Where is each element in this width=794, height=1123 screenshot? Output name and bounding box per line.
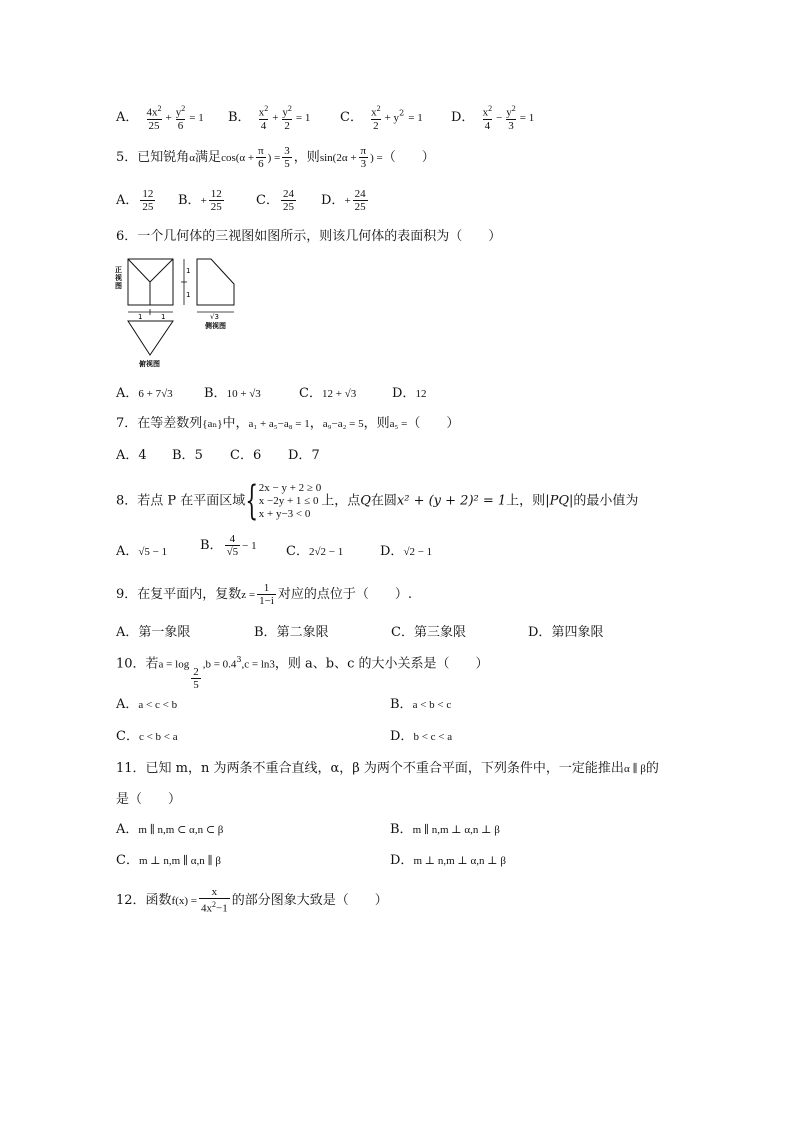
q10-option-b	[390, 698, 451, 711]
inequality: x −2y + 1 ≤ 0	[258, 494, 319, 507]
fraction: $\frac{x}{4x^2-1}$	[201, 886, 228, 915]
numerator: y	[506, 106, 512, 119]
numerator: π	[258, 145, 264, 157]
numerator: 4	[229, 533, 236, 545]
option-label: B．	[204, 386, 227, 401]
numerator: 3	[284, 145, 290, 157]
q7-option-c	[230, 449, 261, 462]
option-label: A．	[116, 386, 139, 401]
alpha: α	[189, 152, 196, 164]
option-value: 第一象限	[138, 625, 191, 640]
q4-option-d: D． $\frac{x^2}{4}$ − $\frac{y^2}{3}$ = 1	[451, 104, 535, 132]
option-label: D．	[390, 729, 414, 744]
circle-equation: x² + (y + 2)² = 1	[396, 493, 507, 509]
q6-option-b	[204, 387, 261, 400]
option-label: D．	[321, 193, 345, 208]
q9-stem	[116, 582, 412, 607]
cos-expr: cos(α +	[221, 152, 255, 164]
numerator: 1	[263, 582, 270, 594]
option-label: D．	[390, 853, 414, 868]
fraction	[281, 188, 296, 213]
dim-label: 1	[186, 291, 191, 299]
option-value: m ∥ n,m ⊥ α,n ⊥ β	[412, 824, 500, 836]
q7-stem	[116, 417, 459, 430]
q8-option-a	[116, 545, 167, 558]
option-label: C．	[299, 386, 322, 401]
top-view-label: 俯视图	[139, 360, 160, 368]
option-value: b < c < a	[413, 731, 453, 743]
stem-text: ，则	[363, 416, 390, 431]
q11-option-d	[390, 854, 506, 867]
condition: a₁ + a₅−a₈ = 1	[248, 418, 310, 430]
fraction: $\frac{y^2}{2}$	[282, 104, 292, 132]
q5-stem	[116, 145, 435, 170]
option-label: C．	[391, 625, 414, 640]
option-label: B．	[178, 193, 201, 208]
q6-option-a	[116, 387, 173, 400]
stem-text: 的部分图象大致是（ ）	[231, 892, 388, 908]
denominator: 3	[508, 119, 514, 132]
b-expr: ,b = 0.4	[202, 658, 237, 671]
option-label: C．	[116, 729, 139, 744]
stem-text: 12．函数	[116, 892, 172, 908]
option-label: B．	[390, 822, 413, 837]
denominator: 5	[193, 679, 199, 692]
stem-text: 10．若	[116, 656, 159, 672]
option-label: B．	[390, 697, 413, 712]
inequality-system	[259, 482, 321, 521]
option-label: A．	[116, 109, 139, 125]
denominator: 2	[373, 119, 379, 132]
numerator: 4x	[146, 106, 158, 119]
stem-text: 在圆	[370, 493, 397, 509]
fraction	[225, 533, 241, 558]
stem-text: 上，点	[321, 493, 361, 509]
side-view-shape	[197, 259, 234, 305]
denominator: 2	[284, 119, 290, 132]
q6-option-c	[299, 387, 356, 400]
numerator: 24	[354, 188, 366, 200]
stem-text: 8．若点 P 在平面区域	[116, 493, 246, 509]
denominator: 4	[484, 119, 491, 132]
numerator: x	[482, 106, 489, 119]
option-label: B．	[172, 448, 195, 463]
term: + y	[384, 111, 400, 124]
q10-option-a	[116, 698, 177, 711]
c-expr: ,c = ln3	[241, 658, 275, 671]
fraction	[353, 188, 368, 213]
q7-option-b	[172, 449, 203, 462]
separator: ，	[309, 416, 323, 431]
option-value: m ∥ n,m ⊂ α,n ⊂ β	[138, 824, 224, 836]
option-label: A．	[116, 193, 139, 208]
option-label: C．	[116, 853, 139, 868]
q4-option-b: B． $\frac{x^2}{4}$ + $\frac{y^2}{2}$ = 1	[228, 104, 311, 132]
stem-text: 9．在复平面内，复数	[116, 587, 242, 602]
dim-label: 1	[161, 313, 166, 321]
fraction: $\frac{x^2}{4}$	[482, 104, 493, 132]
q11-option-b	[390, 823, 500, 836]
fraction: $\frac{y^2}{3}$	[506, 104, 516, 132]
option-value: √5 − 1	[138, 546, 168, 558]
option-label: C．	[286, 544, 309, 559]
q8-option-b	[200, 533, 257, 558]
option-label: D．	[528, 625, 552, 640]
answer-paren: （ ）	[382, 150, 435, 165]
condition: a₉−a₂ = 5	[322, 418, 364, 430]
option-label: A．	[116, 544, 139, 559]
fraction	[359, 145, 369, 170]
inequality: x + y−3 < 0	[258, 507, 311, 520]
option-value: 12 + √3	[321, 388, 357, 400]
q11-option-a	[116, 823, 223, 836]
stem-text: ，则 a、b、c 的大小关系是（ ）	[274, 656, 489, 672]
f-expr: f(x) =	[171, 894, 197, 907]
point-q: Q	[360, 493, 371, 509]
q5-option-d	[321, 188, 370, 213]
fraction	[282, 145, 292, 170]
q7-option-d	[288, 449, 320, 462]
denominator: 5	[284, 158, 290, 170]
z-expr: z =	[241, 589, 256, 601]
option-value: 2√2 − 1	[308, 546, 344, 558]
numerator: 12	[210, 188, 222, 200]
stem-text: 满足	[195, 150, 222, 165]
dim-label: √3	[210, 313, 219, 321]
three-view-figure	[112, 254, 252, 372]
option-value: 5	[194, 448, 203, 463]
stem-text: 对应的点位于（ ）.	[277, 587, 413, 602]
q10-option-d	[390, 730, 452, 743]
rhs: = 1	[408, 111, 423, 124]
sequence: {aₙ}	[202, 418, 223, 430]
denominator: 6	[258, 158, 264, 170]
q4-option-a: A． $\frac{4x^2}{25}$ + $\frac{y^2}{6}$ = 1	[116, 104, 204, 132]
stem-text: 上，则	[506, 493, 546, 509]
sign: +	[344, 195, 351, 207]
numerator: x	[371, 106, 377, 119]
option-label: A．	[116, 625, 139, 640]
front-view-label: 正视图	[115, 266, 122, 290]
numerator: x	[211, 886, 218, 898]
denominator: 25	[282, 201, 294, 213]
q8-stem	[116, 478, 639, 524]
front-view-line	[150, 259, 173, 282]
q10-option-c	[116, 730, 178, 743]
option-value: 第二象限	[276, 625, 329, 640]
option-label: B．	[228, 109, 251, 125]
option-value: 12	[415, 388, 427, 400]
option-label: A．	[116, 448, 139, 463]
denominator: √5	[226, 546, 239, 558]
option-value: √2 − 1	[403, 546, 433, 558]
denominator: 4x	[201, 902, 212, 915]
denominator: 25	[354, 201, 366, 213]
denominator: 25	[148, 119, 160, 132]
dim-label: 1	[186, 267, 191, 275]
q12-stem	[116, 886, 388, 915]
option-label: D．	[451, 109, 475, 125]
numerator: 24	[282, 188, 294, 200]
q7-option-a	[116, 449, 147, 462]
sin-expr: sin(2α +	[319, 152, 357, 164]
fraction	[140, 188, 155, 213]
q6-stem: 6．一个几何体的三视图如图所示，则该几何体的表面积为（ ）	[116, 229, 502, 244]
ask-expr: a₅ =	[389, 418, 408, 430]
fraction	[257, 582, 276, 607]
stem-text: 的最小值为	[573, 493, 639, 509]
denominator: 1−i	[259, 595, 274, 607]
option-label: D．	[392, 386, 416, 401]
numerator: 12	[142, 188, 154, 200]
equals: ) =	[370, 152, 383, 164]
conclusion: α ∥ β	[623, 763, 646, 775]
stem-text: 11．已知 m，n 为两条不重合直线，α，β 为两个不重合平面，下列条件中，一定能推出	[116, 761, 624, 776]
option-value: m ⊥ n,m ∥ α,n ∥ β	[138, 855, 221, 867]
inequality: 2x − y + 2 ≥ 0	[258, 481, 322, 494]
denominator: 25	[142, 201, 154, 213]
option-label: A．	[116, 697, 139, 712]
option-value: 4	[138, 448, 147, 463]
option-value: c < b < a	[138, 731, 178, 743]
denominator-tail: −1	[216, 902, 228, 915]
q8-option-c	[286, 545, 343, 558]
exponent: 3	[236, 655, 242, 664]
fraction	[209, 188, 224, 213]
fraction: $\frac{y^2}{6}$	[175, 104, 186, 132]
option-value: a < b < c	[412, 699, 452, 711]
numerator: y	[175, 106, 182, 119]
option-label: D．	[288, 448, 312, 463]
equals: ) =	[267, 152, 281, 164]
option-label: D．	[380, 544, 404, 559]
q5-option-c	[256, 188, 298, 213]
option-value: 6 + 7√3	[138, 388, 173, 400]
option-value: 第三象限	[413, 625, 466, 640]
fraction: $\frac{x^2}{2}$	[371, 104, 381, 132]
sign: +	[200, 195, 207, 207]
answer-paren: （ ）	[407, 416, 460, 431]
stem-text: ，则	[293, 150, 320, 165]
q10-stem	[116, 656, 489, 691]
q9-option-a	[116, 626, 190, 639]
a-expr: a = log	[158, 658, 190, 671]
q8-option-d	[380, 545, 432, 558]
option-tail: − 1	[242, 540, 257, 552]
brace: {	[245, 478, 259, 524]
q11-option-c	[116, 854, 221, 867]
q9-option-d	[528, 626, 603, 639]
numerator: 2	[193, 666, 199, 679]
option-label: B．	[200, 538, 223, 553]
option-value: 6	[252, 448, 262, 463]
option-value: a < c < b	[138, 699, 178, 711]
option-value: m ⊥ n,m ⊥ α,n ⊥ β	[413, 855, 506, 867]
q6-option-d	[392, 387, 426, 400]
distance-pq: |PQ|	[545, 493, 574, 509]
option-label: A．	[116, 822, 139, 837]
denominator: 6	[177, 119, 184, 132]
fraction: $\frac{x^2}{4}$	[258, 104, 269, 132]
q9-option-b	[254, 626, 329, 639]
q9-option-c	[391, 626, 466, 639]
denominator: 4	[260, 119, 267, 132]
option-value: 10 + √3	[226, 388, 261, 400]
rhs: = 1	[295, 111, 311, 124]
numerator: y	[282, 106, 288, 119]
stem-text: 的	[645, 761, 659, 776]
option-label: B．	[254, 625, 277, 640]
top-view-triangle	[128, 321, 173, 355]
option-value: 第四象限	[551, 625, 604, 640]
numerator: x	[258, 106, 265, 119]
fraction	[191, 666, 201, 691]
rhs: = 1	[519, 111, 535, 124]
stem-text: 中，	[222, 416, 249, 431]
numerator: π	[360, 145, 367, 157]
dim-label: 1	[138, 313, 143, 321]
option-label: C．	[230, 448, 253, 463]
side-view-label: 侧视图	[205, 322, 226, 330]
q11-stem-line1	[116, 762, 659, 775]
denominator: 25	[210, 201, 222, 213]
option-label: C．	[340, 109, 363, 125]
rhs: = 1	[189, 111, 204, 124]
front-view-line	[128, 259, 150, 282]
fraction: $\frac{4x^2}{25}$	[146, 104, 162, 132]
denominator: 3	[360, 158, 367, 170]
q5-option-a	[116, 188, 157, 213]
option-value: 7	[311, 448, 320, 463]
q5-option-b	[178, 188, 226, 213]
q4-option-c: C． $\frac{x^2}{2}$ + $y^2 = 1$	[340, 104, 423, 132]
fraction	[256, 145, 266, 170]
stem-text: 7．在等差数列	[116, 416, 203, 431]
option-label: C．	[256, 193, 279, 208]
stem-text: 5．已知锐角	[116, 150, 190, 165]
q11-stem-line2: 是（ ）	[116, 792, 182, 807]
